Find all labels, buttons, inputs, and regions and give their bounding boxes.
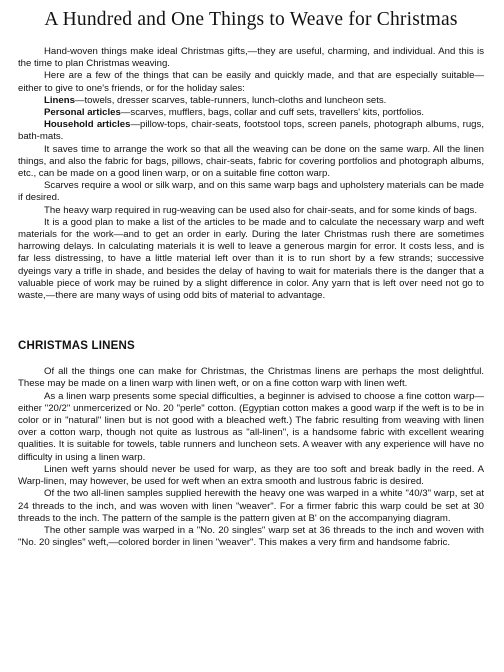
paragraph: It saves time to arrange the work so that all the weaving can be done on the same warp. All the linen things, and also the fabric for bags, pillows, chair-seats, fabric for covering portfolios and photograph albums, etc., can be made on a good linen warp, or on a suitable fine cotton warp. (18, 143, 484, 180)
intro-section (18, 46, 484, 302)
paragraph: Hand-woven things make ideal Christmas gifts,—they are useful, charming, and individual. And this is the time to plan Christmas weaving. (18, 46, 484, 70)
page-title: A Hundred and One Things to Weave for Christmas (44, 9, 458, 30)
list-item-personal-articles (18, 107, 484, 119)
item-text: —towels, dresser scarves, table-runners, lunch-cloths and luncheon sets. (74, 94, 387, 106)
item-text: —pillow-tops, chair-seats, footstool tops, screen panels, photograph albums, rugs, bath-mats. (18, 119, 484, 143)
item-text: —scarves, mufflers, bags, collar and cuff sets, travellers' kits, portfolios. (120, 107, 425, 119)
paragraph: Scarves require a wool or silk warp, and on this same warp bags and upholstery materials can be made if desired. (18, 180, 484, 204)
list-item-household-articles (18, 119, 484, 143)
paragraph: The heavy warp required in rug-weaving can be used also for chair-seats, and for some kinds of bags. (44, 204, 478, 216)
paragraph: Of all the things one can make for Christmas, the Christmas linens are perhaps the most delightful. These may be made on a linen warp with linen weft, or on a fine cotton warp with linen weft. (18, 366, 484, 390)
item-label: Household articles (44, 119, 131, 131)
linens-section (18, 366, 484, 549)
paragraph: It is a good plan to make a list of the articles to be made and to calculate the necessary warp and weft materials for the work—and to get an order in early. During the later Christmas rush there are sometimes harrowing delays. In calculating materials it is well to leave a generous margin for error. It costs less, and is far less distressing, to have a little material left over than it is to run short by a few strands; successive dyeings vary a trifle in shade, and besides the delay of having to wait for materials there is the danger that a valuable piece of work may be ruined by a slight difference in color. Any yarn that is left over need not go to waste,—there are many ways of using odd bits of material to advantage. (18, 216, 484, 302)
paragraph: The other sample was warped in a "No. 20 singles" warp set at 36 threads to the inch and woven with "No. 20 singles" weft,—colored border in linen "weaver". This makes a very firm and handsome fabric. (18, 524, 484, 549)
item-label: Personal articles (44, 107, 121, 119)
paragraph: As a linen warp presents some special difficulties, a beginner is advised to choose a fine cotton warp—either "20/2" unmercerized or No. 20 "perle" cotton. (Egyptian cotton makes a good warp if the weft is to be in color or in "natural" linen but is not good with a bleached weft.) The fabric resulting from weaving with linen over a cotton warp, though not quite as lustrous as "all-linen", is a handsome fabric with excellent wearing qualities. It is suitable for towels, table runners and luncheon sets. A weaver with any experience will have no difficulty in using a linen warp. (18, 390, 484, 463)
list-item-linens (18, 95, 484, 107)
section-heading: CHRISTMAS LINENS (18, 340, 135, 353)
paragraph: Here are a few of the things that can be easily and quickly made, and that are especially suitable—either to give to one's friends, or for the holiday sales: (18, 70, 484, 94)
item-label: Linens (44, 94, 75, 106)
paragraph: Of the two all-linen samples supplied herewith the heavy one was warped in a white "40/3" warp, set at 24 threads to the inch, and was woven with linen "weaver". For a firmer fabric this warp could be set at 30 threads to the inch. The pattern of the sample is the pattern given at B' on the accompanying diagram. (18, 488, 484, 524)
paragraph: Linen weft yarns should never be used for warp, as they are too soft and break badly in the reed. A Warp-linen, may however, be used for weft when an extra smooth and lustrous fabric is desired. (18, 463, 484, 488)
